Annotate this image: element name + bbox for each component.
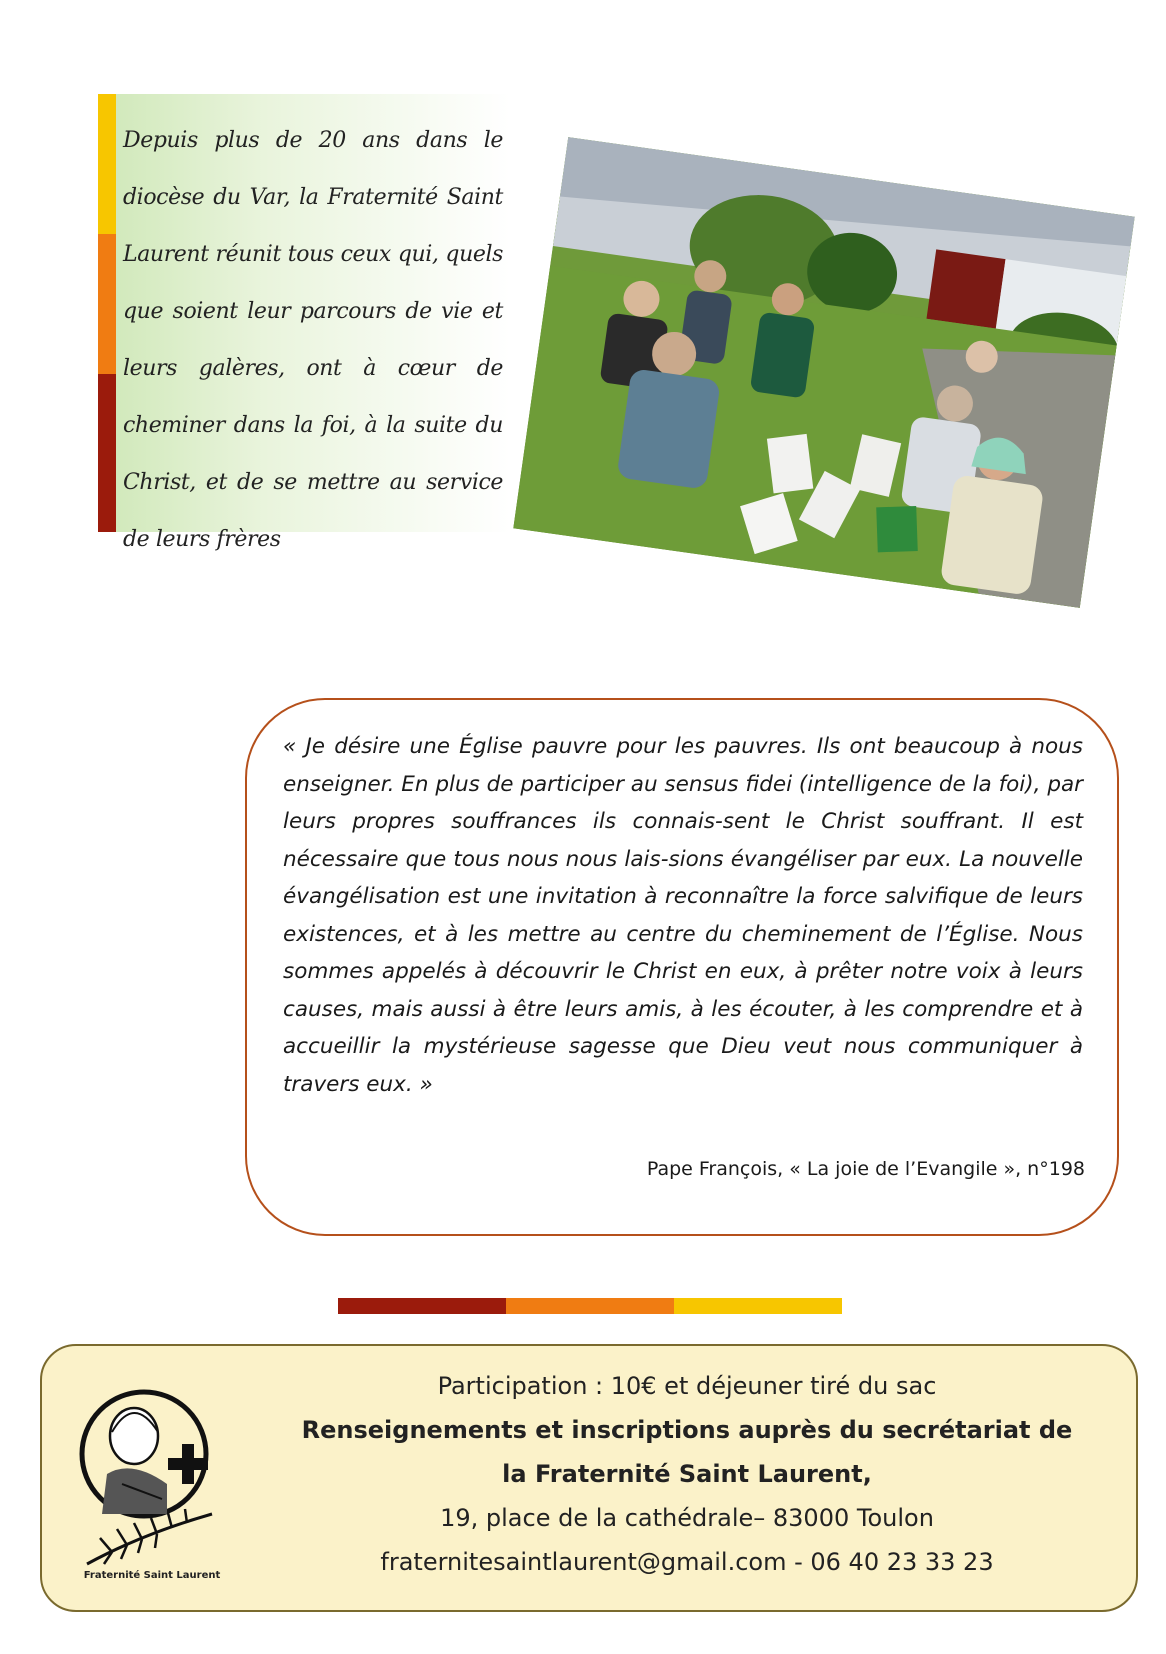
fraternity-logo [72,1374,232,1584]
color-bar [98,94,116,532]
logo-emblem [72,1374,232,1574]
info-line-1: Renseignements et inscriptions auprès du secrétariat de [301,1416,1073,1444]
color-divider [338,1298,842,1314]
quote-text: « Je désire une Église pauvre pour les pauvres. Ils ont beaucoup à nous enseigner. En plus de participer au sensus fidei (intelligence de la foi), par leurs propres souffrances ils connais-sent le Christ souffrant. Il est nécessaire que tous nous nous lais-sions évangéliser par eux. La nouvelle évangélisation est une invitation à reconnaître la force salvifique de leurs existences, et à les mettre au centre du cheminement de l’Église. Nous sommes appelés à découvrir le Christ en eux, à prêter notre voix à leurs causes, mais aussi à être leurs amis, à les écouter, à les comprendre et à accueillir la mystérieuse sagesse que Dieu veut nous communiquer à travers eux. » [283,734,1083,1097]
contact-line[interactable]: fraternitesaintlaurent@gmail.com - 06 40 23 33 23 [380,1548,994,1576]
photo-illustration [513,137,1134,608]
footer-text [272,1364,1102,1584]
intro-block [98,94,510,552]
logo-caption: Fraternité Saint Laurent [83,1570,221,1581]
participation-line: Participation : 10€ et déjeuner tiré du sac [437,1372,937,1400]
group-photo [513,137,1134,608]
address-line: 19, place de la cathédrale– 83000 Toulon [440,1504,934,1532]
info-footer [40,1344,1138,1612]
info-line-2: la Fraternité Saint Laurent, [502,1460,872,1488]
intro-text: Depuis plus de 20 ans dans le diocèse du Var, la Fraternité Saint Laurent réunit tous ceux qui, quels que soient leur parcours de vie et leurs galères, ont à cœur de cheminer dans la foi, à la suite du Christ, et de se mettre au service de leurs frères [123,128,503,552]
pope-quote-box [245,698,1119,1236]
quote-source: Pape François, « La joie de l’Evangile », n°198 [646,1158,1085,1180]
